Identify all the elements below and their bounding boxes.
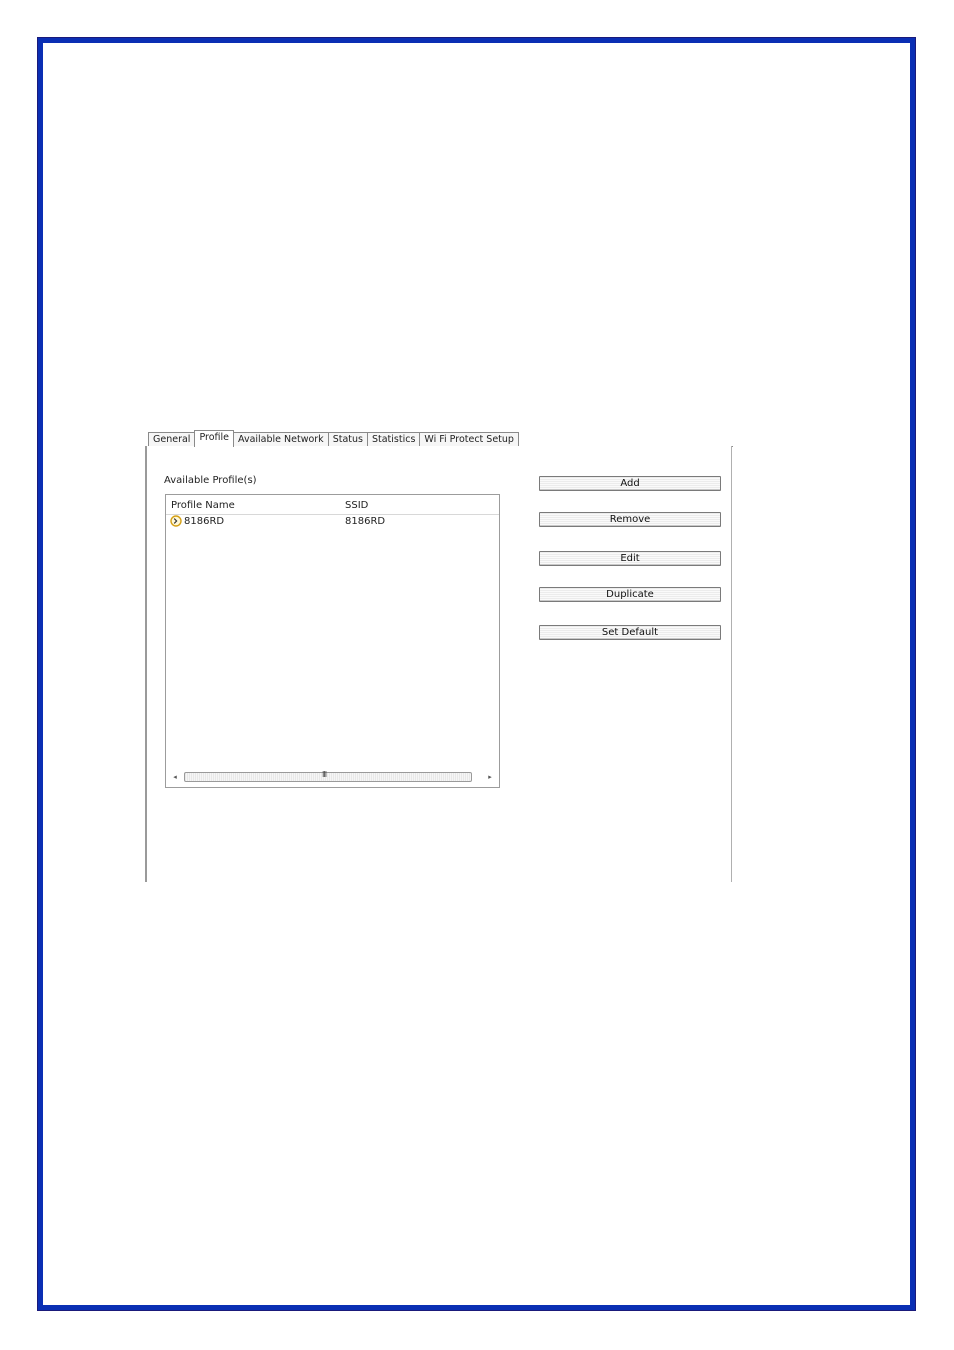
set-default-button[interactable]: Set Default	[539, 625, 721, 640]
available-profiles-label: Available Profile(s)	[164, 475, 257, 486]
profile-name-cell: 8186RD	[184, 516, 225, 527]
edit-button[interactable]: Edit	[539, 551, 721, 566]
profile-list[interactable]	[165, 494, 500, 788]
tab-statistics[interactable]: Statistics	[367, 432, 420, 447]
tab-profile[interactable]: Profile	[194, 430, 234, 447]
add-button[interactable]: Add	[539, 476, 721, 491]
scroll-left-icon[interactable]: ◂	[173, 773, 177, 781]
column-header-profile-name[interactable]: Profile Name	[171, 500, 235, 511]
tab-status[interactable]: Status	[328, 432, 368, 447]
scroll-thumb[interactable]	[184, 772, 472, 782]
horizontal-scrollbar[interactable]	[168, 771, 497, 783]
scroll-right-icon[interactable]: ▸	[488, 773, 492, 781]
column-header-ssid[interactable]: SSID	[345, 500, 369, 511]
list-header	[166, 495, 499, 515]
profile-active-icon	[170, 515, 182, 527]
grip-icon: III	[322, 770, 327, 779]
tab-available-network[interactable]: Available Network	[233, 432, 329, 447]
tab-wifi-protect-setup[interactable]: Wi Fi Protect Setup	[419, 432, 519, 447]
ssid-cell: 8186RD	[345, 516, 386, 527]
tab-bar	[148, 431, 518, 447]
tab-general[interactable]: General	[148, 432, 195, 447]
profile-panel	[145, 446, 732, 882]
remove-button[interactable]: Remove	[539, 512, 721, 527]
table-row[interactable]	[166, 515, 499, 529]
duplicate-button[interactable]: Duplicate	[539, 587, 721, 602]
profile-window	[145, 428, 733, 883]
